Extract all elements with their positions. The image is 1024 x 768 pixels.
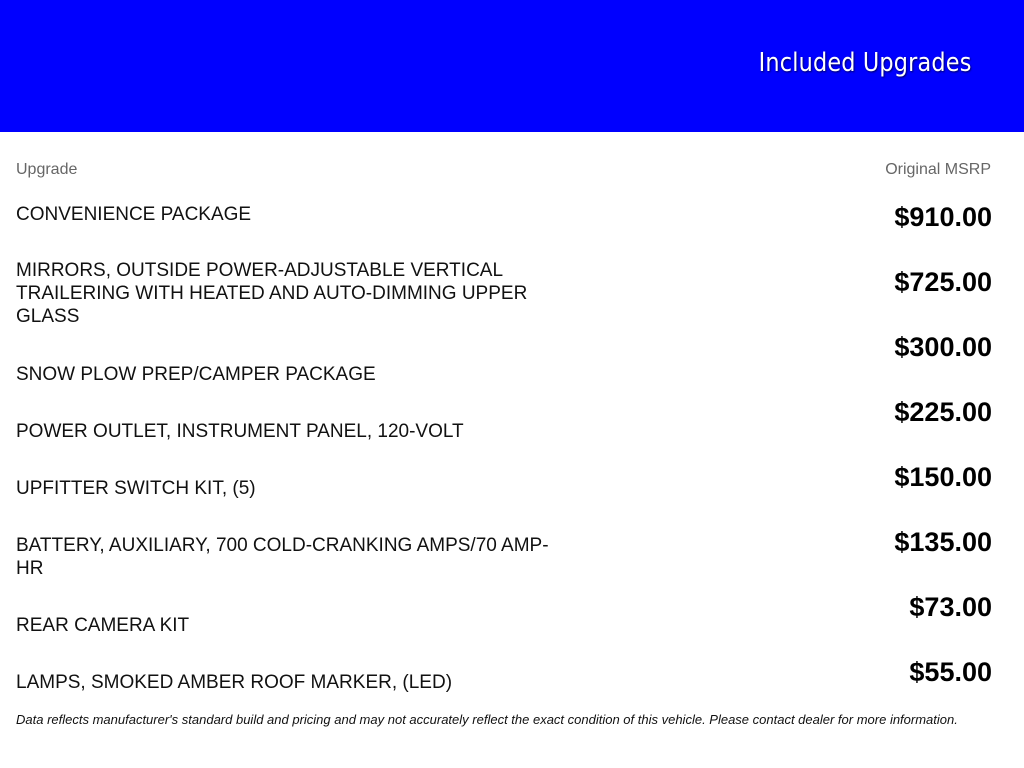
- upgrade-name: REAR CAMERA KIT: [16, 615, 190, 636]
- upgrade-name: BATTERY, AUXILIARY, 700 COLD-CRANKING AMPS/70 AMP-HR: [16, 535, 549, 579]
- upgrade-price: $55.00: [909, 657, 992, 687]
- upgrade-name: MIRRORS, OUTSIDE POWER-ADJUSTABLE VERTICAL TRAILERING WITH HEATED AND AUTO-DIMMING UPPER GLASS: [16, 260, 528, 327]
- upgrade-price: $135.00: [894, 527, 992, 557]
- column-header-msrp: Original MSRP: [885, 161, 991, 178]
- page-title: Included Upgrades: [759, 48, 972, 78]
- upgrade-name: SNOW PLOW PREP/CAMPER PACKAGE: [16, 364, 376, 385]
- upgrade-price: $725.00: [894, 267, 992, 297]
- upgrade-name: POWER OUTLET, INSTRUMENT PANEL, 120-VOLT: [16, 421, 464, 442]
- column-header-upgrade: Upgrade: [16, 161, 78, 178]
- upgrade-price: $225.00: [894, 397, 992, 427]
- disclaimer-text: Data reflects manufacturer's standard build and pricing and may not accurately reflect the exact condition of this vehicle. Please contact dealer for more information.: [16, 712, 958, 727]
- upgrade-price: $73.00: [909, 592, 992, 622]
- upgrade-name: UPFITTER SWITCH KIT, (5): [16, 478, 256, 499]
- upgrade-price: $910.00: [894, 202, 992, 232]
- upgrade-name: LAMPS, SMOKED AMBER ROOF MARKER, (LED): [16, 672, 453, 693]
- header-banner: [0, 0, 1024, 132]
- upgrade-price: $300.00: [894, 332, 992, 362]
- upgrade-name: CONVENIENCE PACKAGE: [16, 204, 252, 225]
- upgrade-price: $150.00: [894, 462, 992, 492]
